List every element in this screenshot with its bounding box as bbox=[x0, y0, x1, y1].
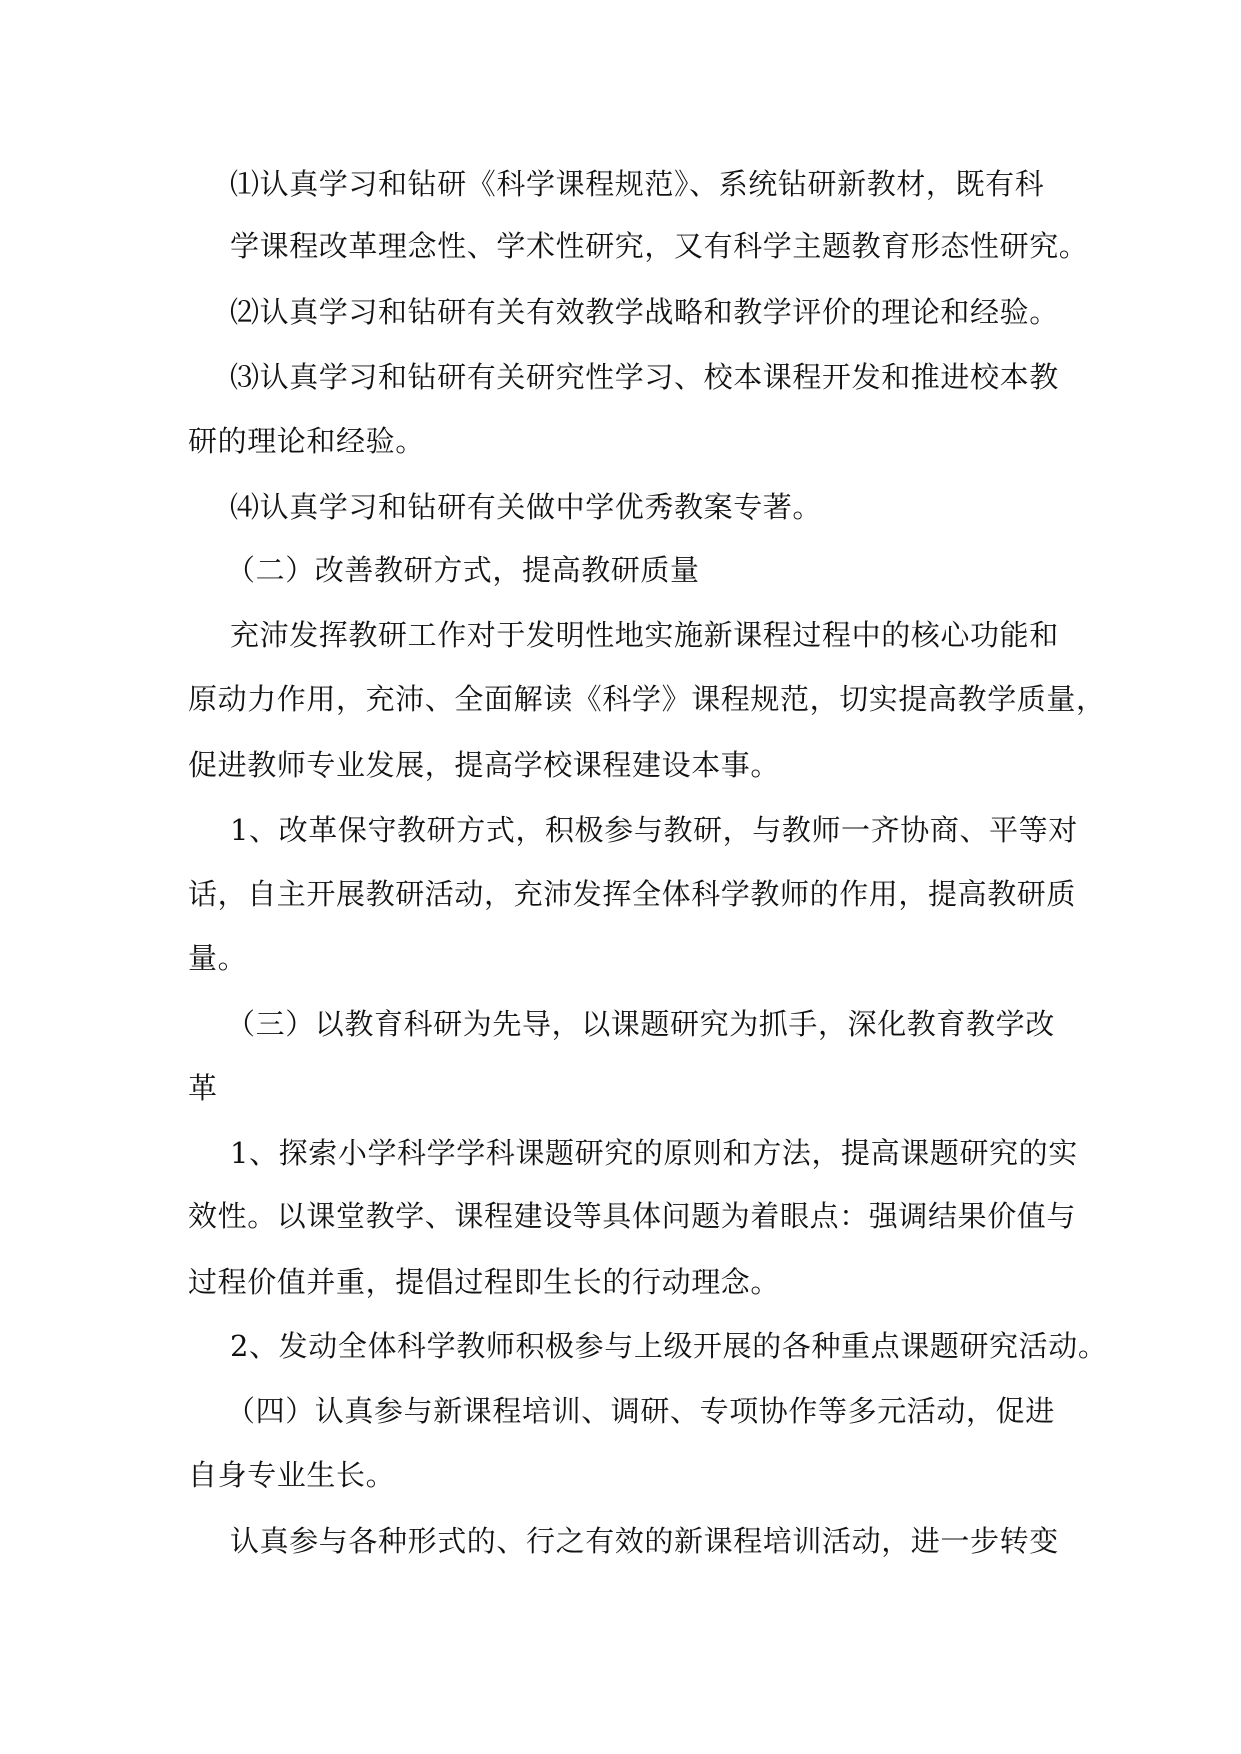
section-heading: 革 bbox=[188, 1071, 218, 1105]
paragraph-line: 过程价值并重，提倡过程即生长的行动理念。 bbox=[188, 1265, 781, 1299]
paragraph-line: 研的理论和经验。 bbox=[188, 424, 425, 458]
paragraph-line: 1、改革保守教研方式，积极参与教研，与教师一齐协商、平等对 bbox=[230, 813, 1078, 847]
paragraph-line: 量。 bbox=[188, 941, 248, 975]
section-heading: （四）认真参与新课程培训、调研、专项协作等多元活动，促进 bbox=[226, 1394, 1055, 1428]
paragraph-line: 原动力作用，充沛、全面解读《科学》课程规范，切实提高教学质量， bbox=[188, 682, 1106, 716]
paragraph-line: 学课程改革理念性、学术性研究，又有科学主题教育形态性研究。 bbox=[230, 229, 1089, 263]
paragraph-line: ⑷认真学习和钻研有关做中学优秀教案专著。 bbox=[230, 490, 823, 524]
paragraph-line: 效性。以课堂教学、课程建设等具体问题为着眼点：强调结果价值与 bbox=[188, 1199, 1077, 1233]
paragraph-line: 1、探索小学科学学科课题研究的原则和方法，提高课题研究的实 bbox=[230, 1136, 1078, 1170]
section-heading: （二）改善教研方式，提高教研质量 bbox=[226, 553, 700, 587]
paragraph-line: 话，自主开展教研活动，充沛发挥全体科学教师的作用，提高教研质 bbox=[188, 877, 1077, 911]
paragraph-line: ⑵认真学习和钻研有关有效教学战略和教学评价的理论和经验。 bbox=[230, 295, 1059, 329]
section-heading: （三）以教育科研为先导，以课题研究为抓手，深化教育教学改 bbox=[226, 1007, 1055, 1041]
paragraph-line: 充沛发挥教研工作对于发明性地实施新课程过程中的核心功能和 bbox=[230, 618, 1059, 652]
paragraph-line: 认真参与各种形式的、行之有效的新课程培训活动，进一步转变 bbox=[230, 1524, 1059, 1558]
section-heading: 自身专业生长。 bbox=[188, 1458, 396, 1492]
paragraph-line: 促进教师专业发展，提高学校课程建设本事。 bbox=[188, 748, 781, 782]
paragraph-line: 2、发动全体科学教师积极参与上级开展的各种重点课题研究活动。 bbox=[230, 1329, 1108, 1363]
paragraph-line: ⑶认真学习和钻研有关研究性学习、校本课程开发和推进校本教 bbox=[230, 360, 1059, 394]
paragraph-line: ⑴认真学习和钻研《科学课程规范》、系统钻研新教材，既有科 bbox=[230, 167, 1045, 201]
